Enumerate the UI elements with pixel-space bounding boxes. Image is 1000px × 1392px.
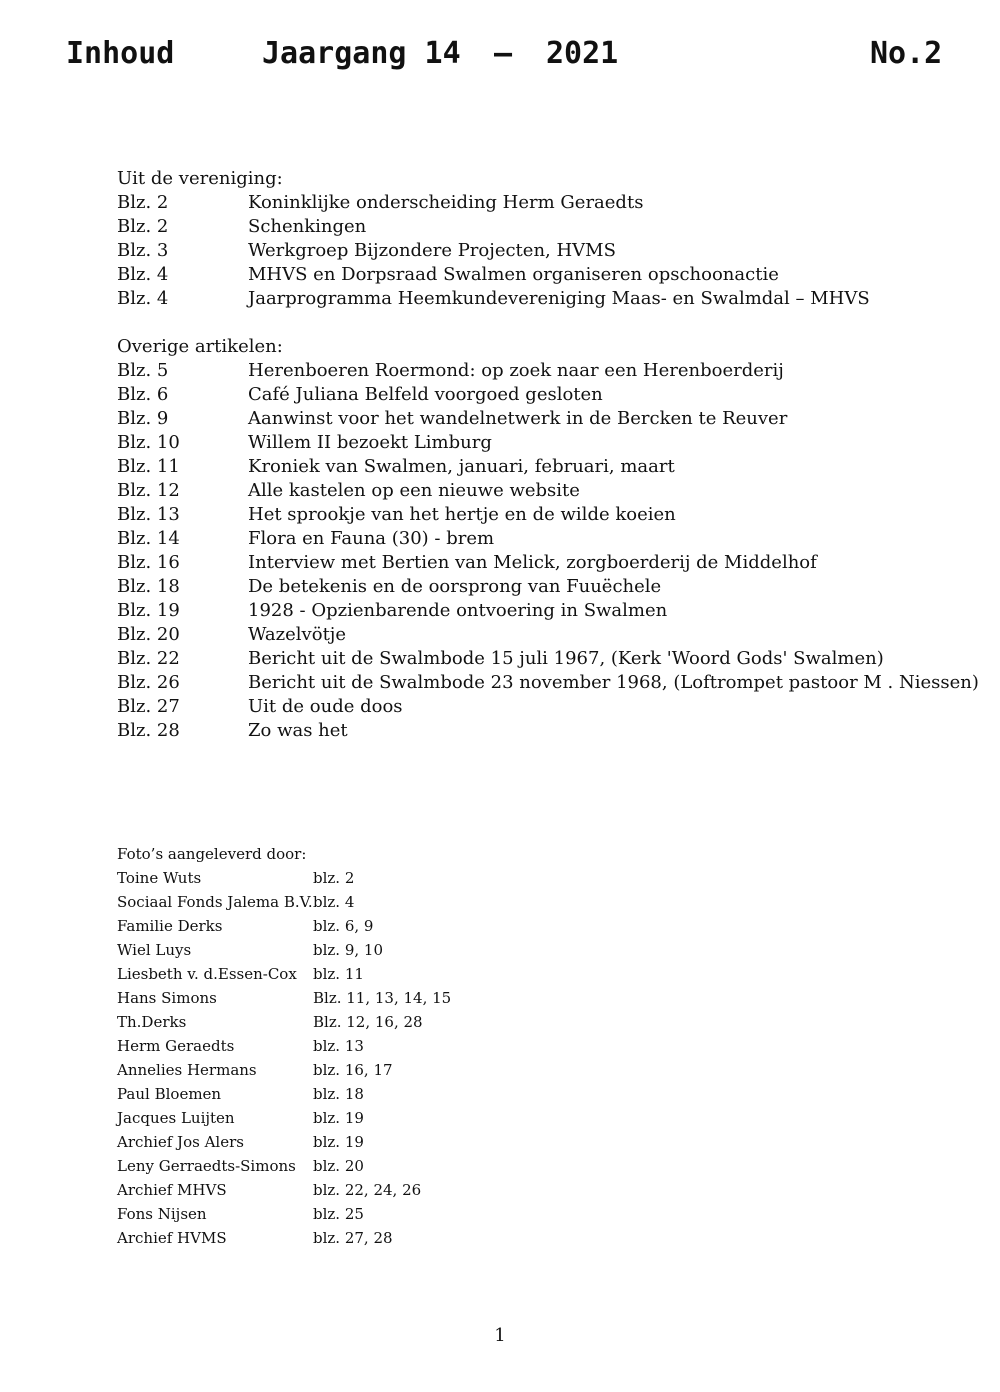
toc-entry [117, 551, 979, 575]
toc-entry-title: Flora en Fauna (30) - brem [248, 528, 495, 549]
photo-credit-pages: blz. 22, 24, 26 [313, 1181, 422, 1199]
toc-entry-title: Interview met Bertien van Melick, zorgboerderij de Middelhof [248, 552, 817, 573]
toc-entry [117, 599, 979, 623]
toc-entry-title: Willem II bezoekt Limburg [248, 432, 492, 453]
photo-credit-pages: blz. 27, 28 [313, 1229, 393, 1247]
toc-entry-title: Jaarprogramma Heemkundevereniging Maas- en Swalmdal – MHVS [248, 288, 870, 309]
photo-credit-pages: Blz. 12, 16, 28 [313, 1013, 423, 1031]
toc-entry-title: Herenboeren Roermond: op zoek naar een Herenboerderij [248, 360, 784, 381]
toc-entry [117, 383, 979, 407]
header-volume: Jaargang 14 [262, 36, 461, 71]
toc-entry [117, 503, 979, 527]
photo-credit-name: Familie Derks [117, 917, 223, 935]
photo-credit-name: Herm Geraedts [117, 1037, 235, 1055]
toc-entry [117, 191, 870, 215]
photo-credit-name: Sociaal Fonds Jalema B.V. [117, 893, 313, 911]
photo-credits [117, 842, 451, 1250]
photo-credit-pages: blz. 19 [313, 1133, 364, 1151]
toc-entry-page: Blz. 14 [117, 528, 180, 549]
photo-credit-row [117, 914, 451, 938]
toc-entry-title: Café Juliana Belfeld voorgoed gesloten [248, 384, 603, 405]
photo-credit-pages: blz. 18 [313, 1085, 364, 1103]
toc-entry [117, 719, 979, 743]
photo-credit-pages: blz. 2 [313, 869, 355, 887]
photo-credit-pages: blz. 25 [313, 1205, 364, 1223]
page-number: 1 [494, 1325, 506, 1346]
photo-credit-row [117, 1202, 451, 1226]
toc-entry [117, 455, 979, 479]
photo-credit-row [117, 866, 451, 890]
section-title: Overige artikelen: [117, 336, 283, 357]
photo-credit-pages: blz. 19 [313, 1109, 364, 1127]
page-header [0, 30, 1000, 80]
photo-credit-row [117, 1082, 451, 1106]
photo-credit-name: Wiel Luys [117, 941, 192, 959]
photo-credit-row [117, 1130, 451, 1154]
toc-entry-page: Blz. 11 [117, 456, 180, 477]
toc-entry-page: Blz. 16 [117, 552, 180, 573]
photo-credit-name: Toine Wuts [117, 869, 202, 887]
photo-credit-name: Archief MHVS [117, 1181, 227, 1199]
toc-entry [117, 263, 870, 287]
photo-credit-row [117, 890, 451, 914]
photo-credit-name: Archief HVMS [117, 1229, 227, 1247]
photo-credit-row [117, 1010, 451, 1034]
toc-entry-title: MHVS en Dorpsraad Swalmen organiseren opschoonactie [248, 264, 779, 285]
photo-credit-name: Annelies Hermans [117, 1061, 257, 1079]
toc-entry [117, 671, 979, 695]
toc-entry-page: Blz. 22 [117, 648, 180, 669]
toc-entry-title: Schenkingen [248, 216, 367, 237]
photo-credit-row [117, 938, 451, 962]
header-year: 2021 [546, 36, 619, 71]
toc-entry-page: Blz. 10 [117, 432, 180, 453]
toc-entry-page: Blz. 4 [117, 264, 169, 285]
photo-credits-title: Foto’s aangeleverd door: [117, 845, 307, 863]
toc-entry-page: Blz. 12 [117, 480, 180, 501]
toc-entry [117, 479, 979, 503]
photo-credit-pages: blz. 16, 17 [313, 1061, 393, 1079]
photo-credit-name: Leny Gerraedts-Simons [117, 1157, 296, 1175]
toc-entry-page: Blz. 13 [117, 504, 180, 525]
toc-entry [117, 527, 979, 551]
toc-entry-title: Wazelvötje [248, 624, 347, 645]
toc-entry-title: Kroniek van Swalmen, januari, februari, maart [248, 456, 675, 477]
photo-credit-name: Paul Bloemen [117, 1085, 222, 1103]
toc-entry-title: De betekenis en de oorsprong van Fuuëchele [248, 576, 662, 597]
toc-entry-page: Blz. 19 [117, 600, 180, 621]
toc-entry [117, 695, 979, 719]
header-dash: – [494, 36, 513, 71]
toc-entry-page: Blz. 27 [117, 696, 180, 717]
header-title: Inhoud [66, 36, 175, 71]
photo-credit-row [117, 962, 451, 986]
photo-credit-row [117, 1106, 451, 1130]
photo-credit-pages: blz. 4 [313, 893, 355, 911]
photo-credit-row [117, 1226, 451, 1250]
photo-credit-name: Liesbeth v. d.Essen-Cox [117, 965, 297, 983]
photo-credit-name: Jacques Luijten [117, 1109, 235, 1127]
toc-entry-title: 1928 - Opzienbarende ontvoering in Swalmen [248, 600, 668, 621]
toc-entry [117, 215, 870, 239]
toc-entry [117, 287, 870, 311]
photo-credit-name: Archief Jos Alers [117, 1133, 244, 1151]
photo-credit-pages: blz. 13 [313, 1037, 364, 1055]
toc-entry [117, 623, 979, 647]
toc-entry [117, 407, 979, 431]
photo-credit-name: Hans Simons [117, 989, 217, 1007]
toc-section-vereniging [117, 167, 870, 311]
toc-entry-page: Blz. 4 [117, 288, 169, 309]
toc-entry-title: Bericht uit de Swalmbode 23 november 1968, (Loftrompet pastoor M . Niessen) [248, 672, 979, 693]
toc-entry [117, 359, 979, 383]
photo-credit-pages: Blz. 11, 13, 14, 15 [313, 989, 452, 1007]
toc-entry [117, 431, 979, 455]
toc-entry-title: Bericht uit de Swalmbode 15 juli 1967, (Kerk 'Woord Gods' Swalmen) [248, 648, 884, 669]
photo-credit-row [117, 1154, 451, 1178]
toc-entry-page: Blz. 26 [117, 672, 180, 693]
photo-credit-row [117, 986, 451, 1010]
toc-entry-title: Alle kastelen op een nieuwe website [248, 480, 580, 501]
toc-entry-title: Aanwinst voor het wandelnetwerk in de Bercken te Reuver [248, 408, 788, 429]
photo-credit-row [117, 1178, 451, 1202]
toc-entry-page: Blz. 20 [117, 624, 180, 645]
toc-entry-title: Het sprookje van het hertje en de wilde koeien [248, 504, 676, 525]
photo-credit-name: Th.Derks [117, 1013, 187, 1031]
photo-credit-name: Fons Nijsen [117, 1205, 207, 1223]
section-title: Uit de vereniging: [117, 168, 283, 189]
header-issue-number: No.2 [870, 36, 943, 71]
toc-entry [117, 239, 870, 263]
toc-entry-page: Blz. 28 [117, 720, 180, 741]
photo-credit-row [117, 1034, 451, 1058]
photo-credit-row [117, 1058, 451, 1082]
toc-entry-title: Uit de oude doos [248, 696, 403, 717]
photo-credit-pages: blz. 6, 9 [313, 917, 374, 935]
toc-entry-page: Blz. 2 [117, 216, 169, 237]
toc-entry-title: Werkgroep Bijzondere Projecten, HVMS [248, 240, 616, 261]
photo-credit-pages: blz. 11 [313, 965, 364, 983]
toc-entry-page: Blz. 5 [117, 360, 169, 381]
toc-entry-page: Blz. 9 [117, 408, 169, 429]
photo-credit-pages: blz. 20 [313, 1157, 364, 1175]
toc-entry-page: Blz. 3 [117, 240, 169, 261]
toc-entry-title: Koninklijke onderscheiding Herm Geraedts [248, 192, 644, 213]
toc-entry-title: Zo was het [248, 720, 348, 741]
toc-entry-page: Blz. 6 [117, 384, 169, 405]
toc-entry-page: Blz. 18 [117, 576, 180, 597]
toc-entry [117, 575, 979, 599]
toc-entry [117, 647, 979, 671]
toc-section-overige-artikelen [117, 335, 979, 743]
toc-entry-page: Blz. 2 [117, 192, 169, 213]
photo-credit-pages: blz. 9, 10 [313, 941, 384, 959]
